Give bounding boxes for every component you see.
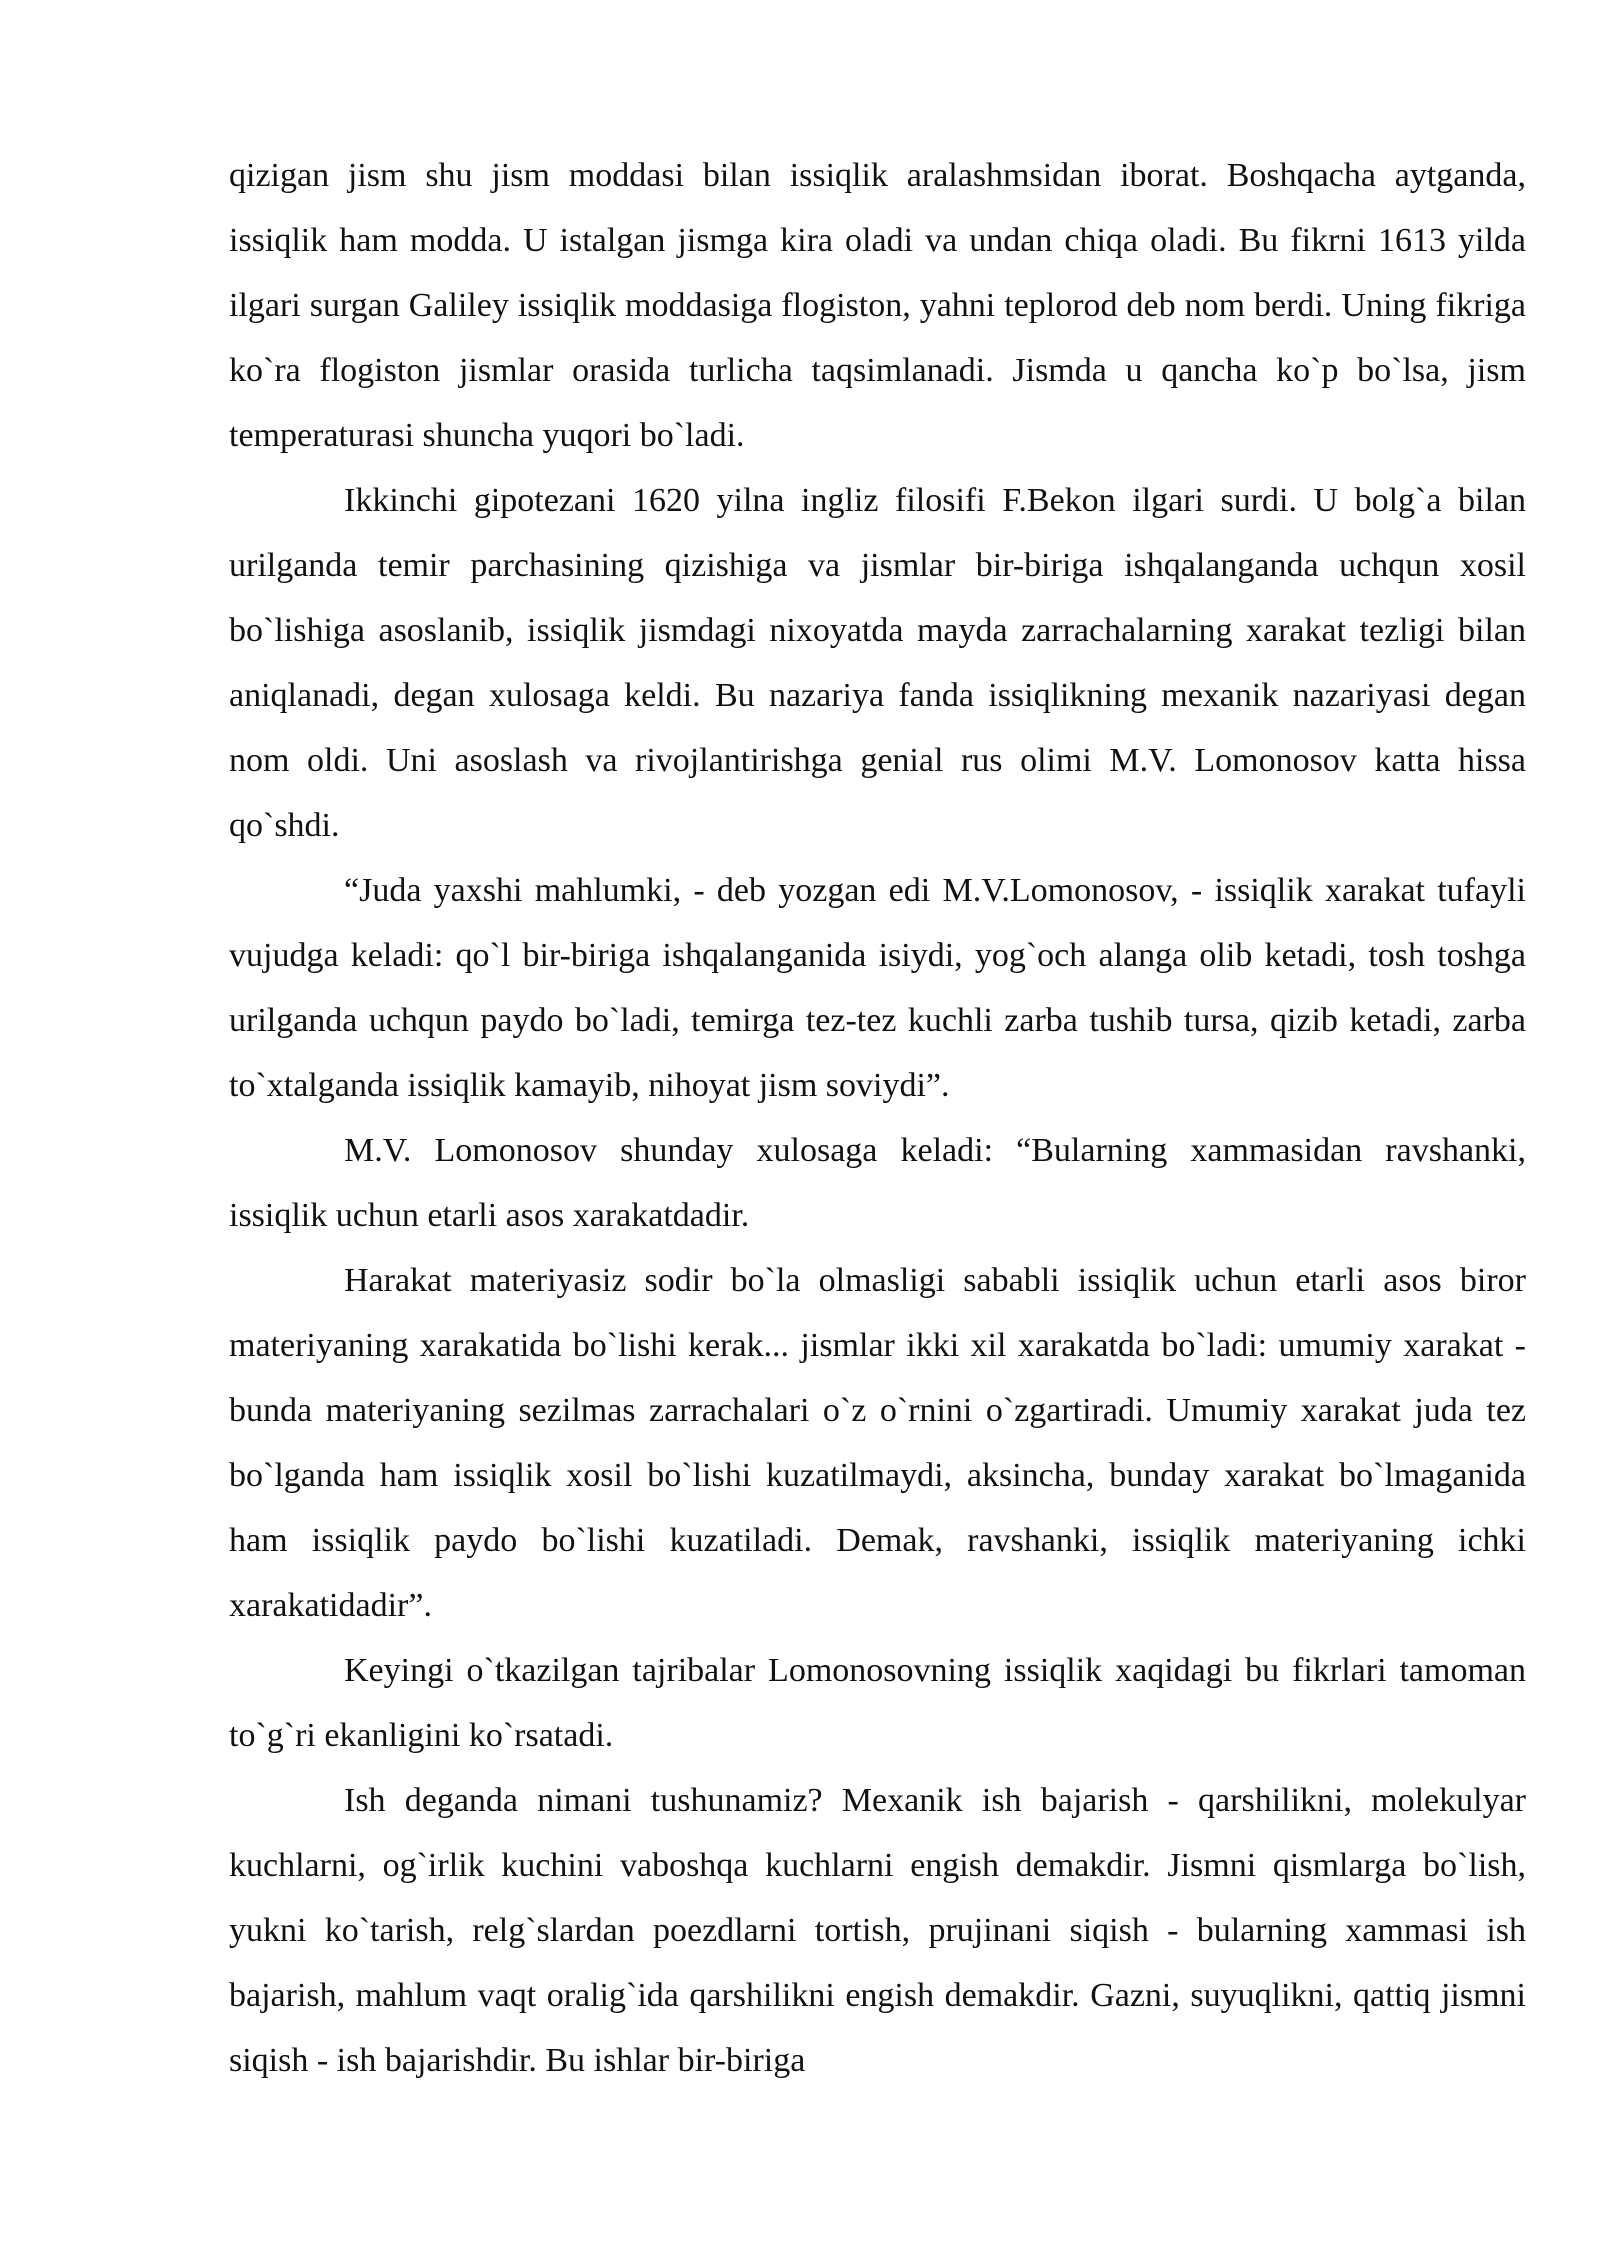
paragraph-6: Keyingi o`tkazilgan tajribalar Lomonosovning issiqlik xaqidagi bu fikrlari tamoman to`g`ri ekanligini ko`rsatadi. <box>229 1652 1526 1754</box>
document-page <box>229 143 1526 2093</box>
paragraph-3: “Juda yaxshi mahlumki, - deb yozgan edi M.V.Lomonosov, - issiqlik xarakat tufayli vujudga keladi: qo`l bir-biriga ishqalanganida isiydi, yog`och alanga olib ketadi, tosh toshga urilganda uchqun paydo bo`ladi, temirga tez-tez kuchli zarba tushib tursa, qizib ketadi, zarba to`xtalganda issiqlik kamayib, nihoyat jism soviydi”. <box>229 872 1526 1104</box>
paragraph-2: Ikkinchi gipotezani 1620 yilna ingliz filosifi F.Bekon ilgari surdi. U bolg`a bilan urilganda temir parchasining qizishiga va jismlar bir-biriga ishqalanganda uchqun xosil bo`lishiga asoslanib, issiqlik jismdagi nixoyatda mayda zarrachalarning xarakat tezligi bilan aniqlanadi, degan xulosaga keldi. Bu nazariya fanda issiqlikning mexanik nazariyasi degan nom oldi. Uni asoslash va rivojlantirishga genial rus olimi M.V. Lomonosov katta hissa qo`shdi. <box>229 482 1526 844</box>
paragraph-5: Harakat materiyasiz sodir bo`la olmasligi sababli issiqlik uchun etarli asos biror materiyaning xarakatida bo`lishi kerak... jismlar ikki xil xarakatda bo`ladi: umumiy xarakat - bunda materiyaning sezilmas zarrachalari o`z o`rnini o`zgartiradi. Umumiy xarakat juda tez bo`lganda ham issiqlik xosil bo`lishi kuzatilmaydi, aksincha, bunday xarakat bo`lmaganida ham issiqlik paydo bo`lishi kuzatiladi. Demak, ravshanki, issiqlik materiyaning ichki xarakatidadir”. <box>229 1262 1526 1624</box>
paragraph-1: qizigan jism shu jism moddasi bilan issiqlik aralashmsidan iborat. Boshqacha aytganda, issiqlik ham modda. U istalgan jismga kira oladi va undan chiqa oladi. Bu fikrni 1613 yilda ilgari surgan Galiley issiqlik moddasiga flogiston, yahni teplorod deb nom berdi. Uning fikriga ko`ra flogiston jismlar orasida turlicha taqsimlanadi. Jismda u qancha ko`p bo`lsa, jism temperaturasi shuncha yuqori bo`ladi. <box>229 157 1526 454</box>
paragraph-7: Ish deganda nimani tushunamiz? Mexanik ish bajarish - qarshilikni, molekulyar kuchlarni, og`irlik kuchini vaboshqa kuchlarni engish demakdir. Jismni qismlarga bo`lish, yukni ko`tarish, relg`slardan poezdlarni tortish, prujinani siqish - bularning xammasi ish bajarish, mahlum vaqt oralig`ida qarshilikni engish demakdir. Gazni, suyuqlikni, qattiq jismni siqish - ish bajarishdir. Bu ishlar bir-biriga <box>229 1782 1526 2079</box>
paragraph-4: M.V. Lomonosov shunday xulosaga keladi: “Bularning xammasidan ravshanki, issiqlik uchun etarli asos xarakatdadir. <box>229 1132 1526 1234</box>
